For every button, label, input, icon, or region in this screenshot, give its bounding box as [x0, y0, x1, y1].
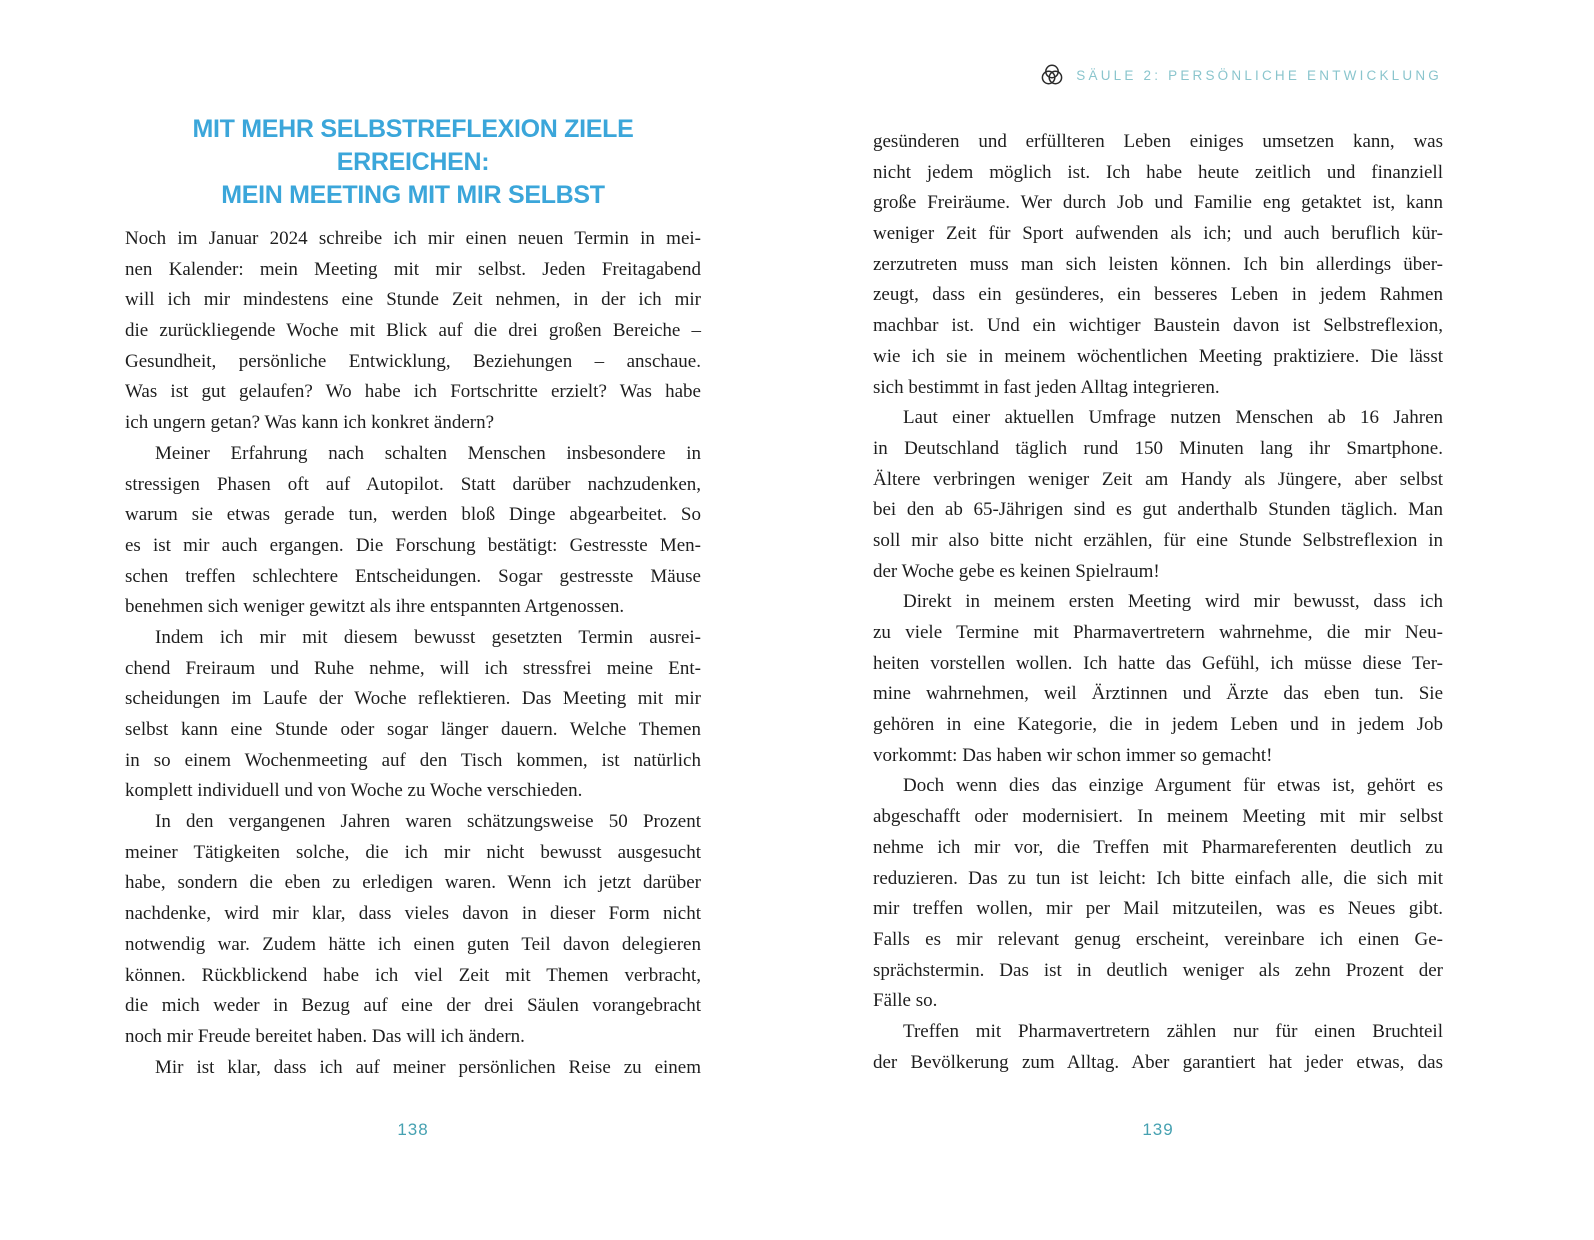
text-line: Treffen mit Pharmavertretern zählen nur für einen Bruchteil [903, 1020, 1443, 1042]
text-line: will ich mir mindestens eine Stunde Zeit nehmen, in der ich mir [125, 289, 701, 311]
text-line: In den vergangenen Jahren waren schätzungsweise 50 Prozent [155, 811, 701, 833]
left-page-body [125, 224, 701, 1083]
text-line: heiten vorstellen wollen. Ich hatte das Gefühl, ich müsse diese Ter- [873, 652, 1443, 674]
text-line: der Bevölkerung zum Alltag. Aber garantiert hat jeder etwas, das [873, 1051, 1443, 1073]
text-line: die zurückliegende Woche mit Blick auf die drei großen Bereiche – [125, 320, 701, 342]
text-line: komplett individuell und von Woche zu Woche verschieden. [125, 780, 583, 802]
text-line: noch mir Freude bereitet haben. Das will ich ändern. [125, 1025, 525, 1047]
text-line: ich ungern getan? Was kann ich konkret ändern? [125, 412, 495, 434]
text-line: nehme ich mir vor, die Treffen mit Pharmareferenten deutlich zu [873, 836, 1443, 858]
text-line: reduzieren. Das zu tun ist leicht: Ich bitte einfach alle, die sich mit [873, 867, 1443, 889]
text-line: stressigen Phasen oft auf Autopilot. Statt darüber nachzudenken, [125, 473, 701, 495]
venn-three-circles-icon [1040, 62, 1064, 88]
text-line: zu viele Termine mit Pharmavertretern wahrnehme, die mir Neu- [873, 622, 1443, 643]
text-line: notwendig war. Zudem hätte ich einen guten Teil davon delegieren [125, 933, 701, 955]
text-line: sich bestimmt in fast jeden Alltag integrieren. [873, 376, 1220, 398]
text-line: Doch wenn dies das einzige Argument für etwas ist, gehört es [903, 775, 1443, 797]
text-line: Fälle so. [873, 990, 938, 1012]
text-line: nicht jedem möglich ist. Ich habe heute zeitlich und finanziell [873, 161, 1443, 183]
right-page-number: 139 [1142, 1120, 1174, 1139]
text-line: die mich weder in Bezug auf eine der drei Säulen vorangebracht [125, 995, 701, 1017]
text-line: können. Rückblickend habe ich viel Zeit mit Themen verbracht, [125, 964, 701, 986]
right-page-body [873, 127, 1443, 1078]
text-line: habe, sondern die eben zu erledigen waren. Wenn ich jetzt darüber [125, 872, 701, 894]
text-line: Falls es mir relevant genug erscheint, vereinbare ich einen Ge- [873, 928, 1443, 950]
running-header [1040, 62, 1442, 88]
text-line: Ältere verbringen weniger Zeit am Handy als Jüngere, aber selbst [873, 468, 1443, 490]
text-line: meiner Tätigkeiten solche, die ich mir nicht bewusst ausgesucht [125, 841, 701, 863]
text-line: mir treffen wollen, mir per Mail mitzuteilen, was es Neues gibt. [873, 898, 1443, 920]
chapter-title-line-2: MEIN MEETING MIT MIR SELBST [221, 181, 605, 209]
text-line: schen treffen schlechtere Entscheidungen. Sogar gestresste Mäuse [125, 565, 701, 587]
chapter-title [125, 113, 701, 212]
text-line: sprächstermin. Das ist in deutlich weniger als zehn Prozent der [873, 959, 1443, 981]
text-line: es ist mir auch ergangen. Die Forschung bestätigt: Gestresste Men- [125, 534, 701, 556]
text-line: nachdenke, wird mir klar, dass vieles davon in dieser Form nicht [125, 903, 701, 925]
text-line: soll mir also bitte nicht erzählen, für eine Stunde Selbstreflexion in [873, 529, 1443, 551]
text-line: Noch im Januar 2024 schreibe ich mir einen neuen Termin in mei- [125, 228, 701, 249]
text-line: Laut einer aktuellen Umfrage nutzen Menschen ab 16 Jahren [903, 407, 1443, 429]
text-line: Was ist gut gelaufen? Wo habe ich Fortschritte erzielt? Was habe [125, 381, 701, 403]
text-line: vorkommt: Das haben wir schon immer so gemacht! [873, 744, 1273, 766]
text-line: Gesundheit, persönliche Entwicklung, Beziehungen – anschaue. [125, 350, 701, 372]
text-line: abgeschafft oder modernisiert. In meinem Meeting mit mir selbst [873, 806, 1443, 828]
running-header-label: SÄULE 2: PERSÖNLICHE ENTWICKLUNG [1076, 67, 1442, 83]
text-line: zeugt, dass ein gesünderes, ein besseres Leben in jedem Rahmen [873, 284, 1443, 306]
text-line: große Freiräume. Wer durch Job und Familie eng getaktet ist, kann [873, 192, 1443, 214]
text-line: Direkt in meinem ersten Meeting wird mir bewusst, dass ich [903, 591, 1443, 613]
text-line: benehmen sich weniger gewitzt als ihre entspannten Artgenossen. [125, 596, 625, 618]
left-page-number: 138 [397, 1120, 429, 1139]
text-line: selbst kann eine Stunde oder sogar länger dauern. Welche Themen [125, 719, 701, 740]
text-line: mine wahrnehmen, weil Ärztinnen und Ärzte das eben tun. Sie [873, 683, 1443, 705]
text-line: chend Freiraum und Ruhe nehme, will ich stressfrei meine Ent- [125, 657, 701, 679]
text-line: nen Kalender: mein Meeting mit mir selbst. Jeden Freitagabend [125, 258, 701, 280]
chapter-title-line-1: MIT MEHR SELBSTREFLEXION ZIELE ERREICHEN: [192, 115, 634, 176]
text-line: gehören in eine Kategorie, die in jedem Leben und in jedem Job [873, 714, 1443, 736]
text-line: scheidungen im Laufe der Woche reflektieren. Das Meeting mit mir [125, 688, 701, 710]
text-line: wie ich sie in meinem wöchentlichen Meeting praktiziere. Die lässt [873, 345, 1443, 367]
text-line: Meiner Erfahrung nach schalten Menschen insbesondere in [155, 442, 701, 464]
text-line: in Deutschland täglich rund 150 Minuten lang ihr Smartphone. [873, 437, 1443, 459]
text-line: weniger Zeit für Sport aufwenden als ich; und auch beruflich kür- [873, 223, 1443, 245]
text-line: der Woche gebe es keinen Spielraum! [873, 560, 1160, 582]
text-line: Indem ich mir mit diesem bewusst gesetzten Termin ausrei- [155, 626, 701, 648]
text-line: gesünderen und erfüllteren Leben einiges umsetzen kann, was [873, 131, 1443, 152]
text-line: Mir ist klar, dass ich auf meiner persönlichen Reise zu einem [155, 1056, 701, 1078]
text-line: bei den ab 65-Jährigen sind es gut anderthalb Stunden täglich. Man [873, 499, 1443, 521]
text-line: machbar ist. Und ein wichtiger Baustein davon ist Selbstreflexion, [873, 315, 1443, 337]
text-line: in so einem Wochenmeeting auf den Tisch kommen, ist natürlich [125, 749, 701, 771]
text-line: zerzutreten muss man sich leisten können. Ich bin allerdings über- [873, 253, 1443, 275]
text-line: warum sie etwas gerade tun, werden bloß Dinge abgearbeitet. So [125, 504, 701, 526]
